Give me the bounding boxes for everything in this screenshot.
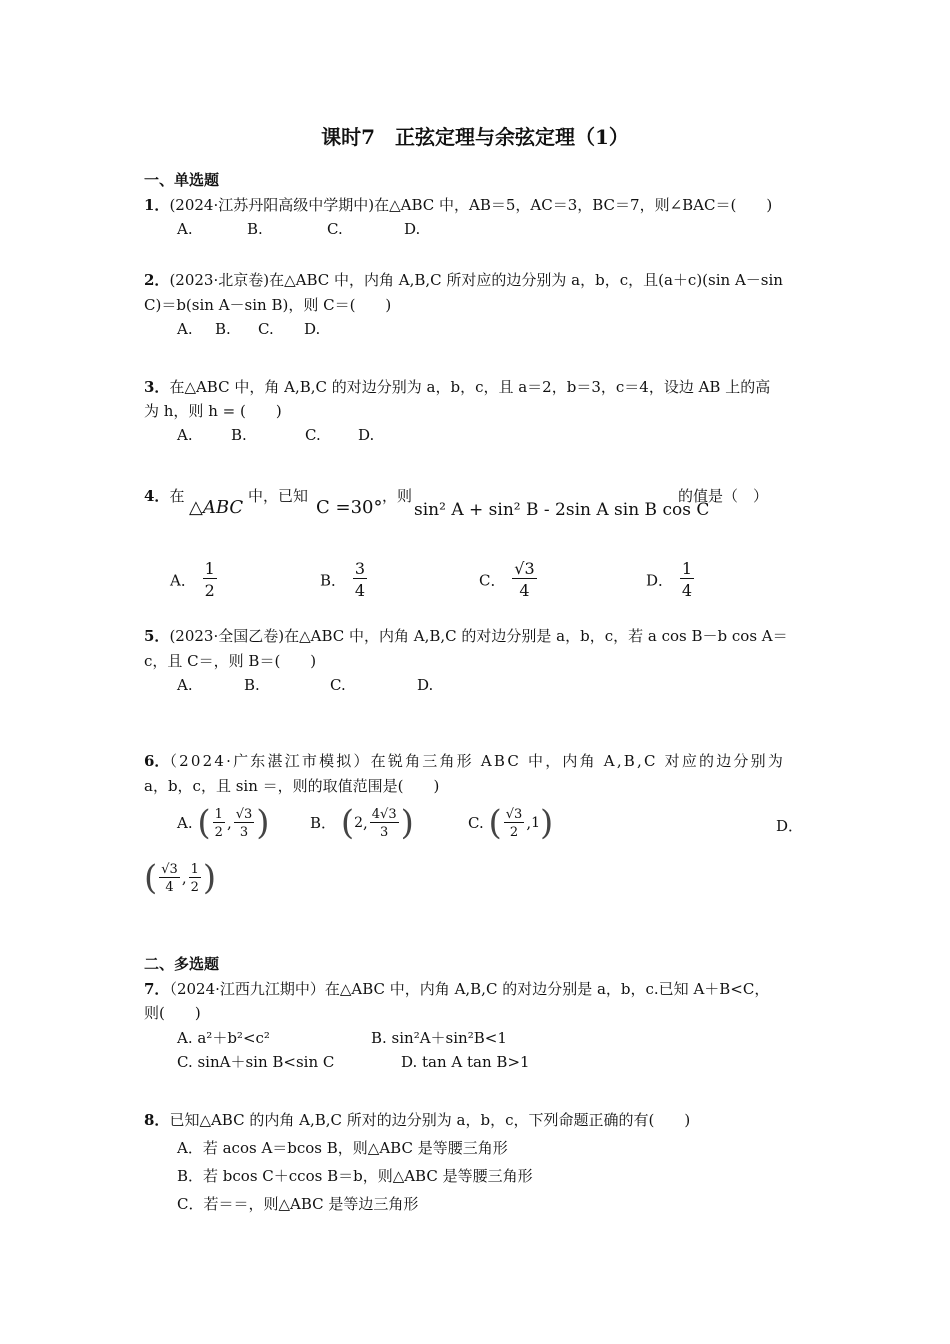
question-number: 3． bbox=[144, 378, 170, 396]
fraction bbox=[213, 807, 225, 840]
denominator: 2 bbox=[509, 824, 519, 840]
question-4 bbox=[144, 486, 184, 506]
denominator: 4 bbox=[165, 879, 174, 895]
option-b bbox=[310, 803, 414, 843]
question-number: 7． bbox=[144, 980, 170, 998]
question-text: （2024·江西九江期中）在△ABC 中，内角 A,B,C 的对边分别是 a，b，c.已知 A＋B<C， bbox=[169, 980, 770, 998]
question-text-cont: c，且 C＝，则 B＝( ) bbox=[144, 652, 317, 670]
interval-end: 1 bbox=[531, 815, 541, 831]
fraction bbox=[353, 560, 367, 601]
option-b: B. bbox=[215, 320, 231, 338]
question-text: (2023·北京卷)在△ABC 中，内角 A,B,C 所对应的边分别为 a，b，c，且(a＋c)(sin A－sin bbox=[169, 271, 783, 289]
numerator: 3 bbox=[354, 559, 365, 578]
option-a: A. bbox=[177, 676, 193, 694]
question-number: 6． bbox=[144, 752, 170, 770]
question-text: 中，已知 bbox=[248, 487, 309, 505]
question-text: 在 bbox=[169, 487, 185, 505]
option-label: B． bbox=[320, 571, 347, 590]
question-text: （2024·广东湛江市模拟）在锐角三角形 ABC 中，内角 A,B,C 对应的边分别为 bbox=[169, 752, 786, 770]
numerator: √3 bbox=[161, 861, 178, 877]
option-a bbox=[177, 803, 270, 843]
option-a bbox=[170, 560, 219, 601]
section-heading-single: 一、单选题 bbox=[144, 171, 220, 189]
option-label: A． bbox=[170, 571, 196, 590]
option-a: A. bbox=[177, 220, 193, 238]
numerator: √3 bbox=[235, 806, 253, 822]
interval: ( 2 , $\frac{4√3}{3}$ ) bbox=[340, 803, 414, 843]
option-label: C. bbox=[468, 814, 484, 832]
option-c: C. bbox=[305, 426, 321, 444]
fraction bbox=[203, 560, 217, 601]
question-number: 1． bbox=[144, 196, 170, 214]
option-b: B. bbox=[231, 426, 247, 444]
question-5 bbox=[144, 626, 788, 646]
option-b: B. bbox=[244, 676, 260, 694]
option-c: C. bbox=[327, 220, 343, 238]
option-a: A. bbox=[177, 426, 193, 444]
triangle-abc: △ABC bbox=[189, 497, 244, 518]
option-b: B. sin²A＋sin²B<1 bbox=[371, 1029, 507, 1047]
denominator: 2 bbox=[190, 879, 199, 895]
option-d: D. bbox=[404, 220, 421, 238]
option-label: D． bbox=[646, 571, 674, 590]
option-c: C．若＝＝，则△ABC 是等边三角形 bbox=[177, 1195, 419, 1213]
question-text: (2023·全国乙卷)在△ABC 中，内角 A,B,C 的对边分别是 a，b，c，若 a cos B－b cos A＝ bbox=[169, 627, 788, 645]
option-c: C. bbox=[258, 320, 274, 338]
numerator: √3 bbox=[514, 559, 535, 578]
option-label: C． bbox=[479, 571, 506, 590]
denominator: 2 bbox=[204, 581, 215, 600]
option-c bbox=[479, 560, 539, 601]
question-2 bbox=[144, 270, 783, 290]
fraction bbox=[512, 560, 536, 601]
question-text: ，则 bbox=[382, 487, 413, 505]
option-b: B．若 bcos C＋ccos B＝b，则△ABC 是等腰三角形 bbox=[177, 1167, 533, 1185]
fraction bbox=[370, 807, 399, 840]
angle-condition: C =30° bbox=[316, 497, 383, 518]
option-d bbox=[144, 858, 216, 898]
question-number: 8． bbox=[144, 1111, 170, 1129]
option-b: B. bbox=[247, 220, 263, 238]
option-d: D. bbox=[358, 426, 375, 444]
question-7 bbox=[144, 979, 769, 999]
option-d: D. bbox=[304, 320, 321, 338]
numerator: √3 bbox=[505, 806, 523, 822]
option-c bbox=[468, 803, 553, 843]
question-text: (2024·江苏丹阳高级中学期中)在△ABC 中，AB＝5，AC＝3，BC＝7，则∠BAC＝( ) bbox=[169, 196, 773, 214]
question-text-cont: 则( ) bbox=[144, 1004, 201, 1022]
numerator: 1 bbox=[681, 559, 692, 578]
denominator: 4 bbox=[354, 581, 365, 600]
question-3 bbox=[144, 377, 770, 397]
expression: sin² A + sin² B - 2sin A sin B cos C bbox=[414, 500, 710, 520]
question-text: 已知△ABC 的内角 A,B,C 所对的边分别为 a，b，c，下列命题正确的有( ) bbox=[169, 1111, 691, 1129]
interval: ( $\frac{√3}{2}$ , 1 ) bbox=[488, 803, 554, 843]
denominator: 3 bbox=[380, 824, 389, 840]
fraction bbox=[504, 807, 525, 840]
page-title: 课时7 正弦定理与余弦定理（1） bbox=[321, 125, 629, 149]
option-c: C. sinA＋sin B<sin C bbox=[177, 1053, 335, 1071]
option-label: B． bbox=[310, 814, 337, 832]
option-d bbox=[646, 560, 696, 601]
question-number: 2． bbox=[144, 271, 170, 289]
option-a: A. a²＋b²<c² bbox=[177, 1029, 270, 1047]
numerator: 4√3 bbox=[371, 806, 397, 822]
option-c: C. bbox=[330, 676, 346, 694]
denominator: 4 bbox=[681, 581, 692, 600]
denominator: 2 bbox=[214, 824, 223, 840]
section-heading-multi: 二、多选题 bbox=[144, 955, 220, 973]
option-d: D. bbox=[417, 676, 434, 694]
numerator: 1 bbox=[204, 559, 215, 578]
question-1 bbox=[144, 195, 772, 215]
question-text-cont: 为 h，则 h = ( ) bbox=[144, 402, 282, 420]
option-d: D. tan A tan B>1 bbox=[401, 1053, 530, 1071]
numerator: 1 bbox=[190, 861, 199, 877]
option-a: A．若 acos A＝bcos B，则△ABC 是等腰三角形 bbox=[177, 1139, 508, 1157]
denominator: 3 bbox=[239, 824, 249, 840]
question-number: 5． bbox=[144, 627, 170, 645]
fraction bbox=[234, 807, 255, 840]
question-6 bbox=[144, 751, 785, 771]
question-8 bbox=[144, 1110, 690, 1130]
fraction bbox=[680, 560, 694, 601]
fraction bbox=[159, 862, 180, 895]
question-text: 的值是（ ） bbox=[678, 487, 769, 505]
question-text: 在△ABC 中，角 A,B,C 的对边分别为 a，b，c，且 a＝2，b＝3，c＝4，设边 AB 上的高 bbox=[169, 378, 771, 396]
option-d-label: D． bbox=[776, 817, 804, 835]
interval: ( $\frac{1}{2}$ , $\frac{√3}{3}$ ) bbox=[197, 803, 270, 843]
interval-start: 2 bbox=[354, 815, 363, 831]
question-number: 4． bbox=[144, 487, 170, 505]
question-text-cont: C)＝b(sin A－sin B)，则 C＝( ) bbox=[144, 296, 392, 314]
interval: ( $\frac{√3}{4}$ , $\frac{1}{2}$ ) bbox=[144, 858, 217, 898]
option-label: A. bbox=[177, 814, 193, 832]
denominator: 4 bbox=[519, 581, 530, 600]
question-text-cont: a，b，c，且 sin ＝，则的取值范围是( ) bbox=[144, 777, 440, 795]
option-a: A. bbox=[177, 320, 193, 338]
numerator: 1 bbox=[214, 806, 223, 822]
fraction bbox=[189, 862, 201, 895]
option-b bbox=[320, 560, 369, 601]
